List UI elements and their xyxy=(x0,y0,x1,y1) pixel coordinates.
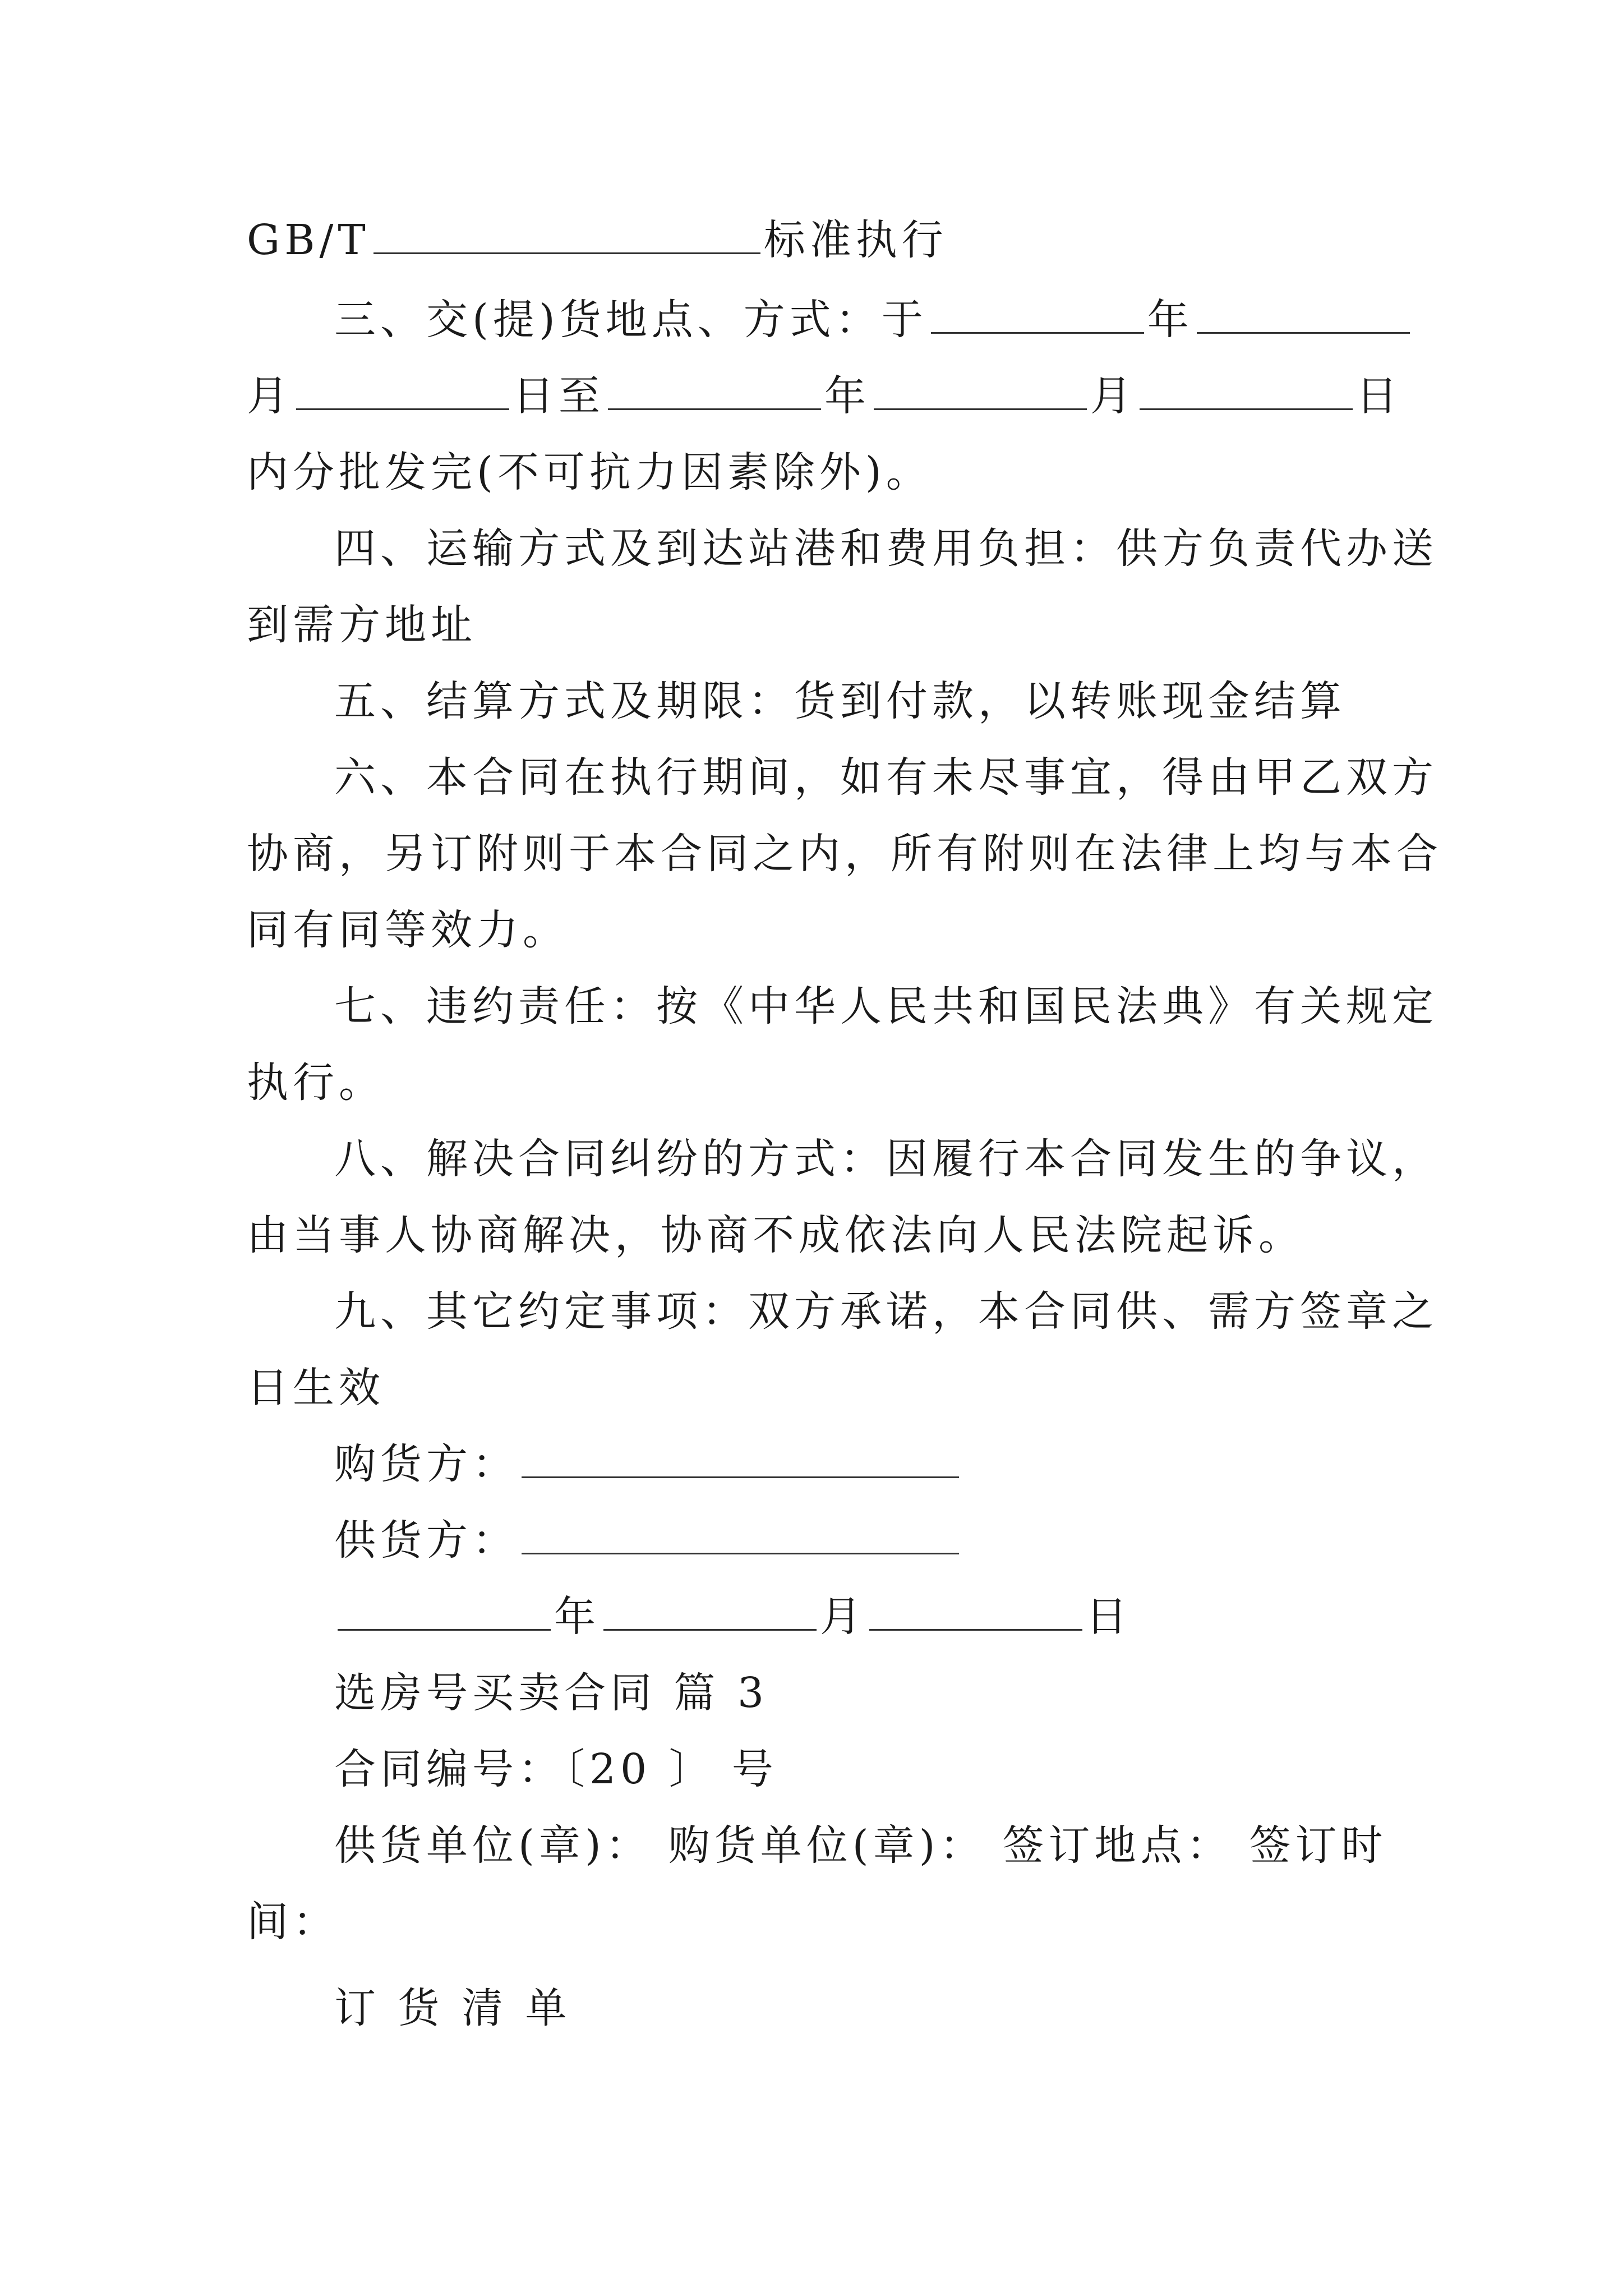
settlement-clause-line: 五、结算方式及期限：货到付款，以转账现金结算 xyxy=(334,677,1346,725)
buy-unit-label: 购货单位(章)： xyxy=(668,1821,986,1870)
year-label: 年 xyxy=(1147,296,1193,344)
month-label-2: 月 xyxy=(1090,372,1136,420)
sign-place-label: 签订地点： xyxy=(1002,1821,1233,1870)
delivery-note-line: 内分批发完(不可抗力因素除外)。 xyxy=(247,448,932,496)
transport-clause-line: 四、运输方式及到达站港和费用负担：供方负责代办送 xyxy=(334,524,1438,573)
start-day-blank[interactable] xyxy=(296,371,509,410)
sign-year-blank[interactable] xyxy=(338,1592,551,1631)
liability-clause-cont: 执行。 xyxy=(247,1059,385,1107)
month-label: 月 xyxy=(247,372,293,420)
supplement-clause-line: 六、本合同在执行期间，如有未尽事宜，得由甲乙双方 xyxy=(334,753,1438,802)
sign-day-blank[interactable] xyxy=(869,1592,1082,1631)
other-clause-cont: 日生效 xyxy=(247,1364,385,1412)
buyer-signature-blank[interactable] xyxy=(522,1439,959,1478)
delivery-date-line xyxy=(247,368,1402,424)
section-title: 选房号买卖合同 篇 3 xyxy=(334,1669,769,1717)
end-year-blank[interactable] xyxy=(608,371,821,410)
transport-clause-cont: 到需方地址 xyxy=(247,601,477,649)
supplier-signature-blank[interactable] xyxy=(522,1516,959,1554)
start-month-blank[interactable] xyxy=(1197,295,1410,334)
sign-time-label: 签订时 xyxy=(1249,1821,1387,1870)
supplement-clause-cont-2: 同有同等效力。 xyxy=(247,906,569,954)
order-list-title: 订 货 清 单 xyxy=(334,1984,571,2032)
sign-month-label: 月 xyxy=(820,1593,866,1641)
supplier-label: 供货方： xyxy=(334,1516,518,1565)
sign-month-blank[interactable] xyxy=(603,1592,817,1631)
sign-time-cont: 间： xyxy=(247,1898,339,1946)
other-clause-line: 九、其它约定事项：双方承诺，本合同供、需方签章之 xyxy=(334,1287,1438,1336)
supplier-signature-line xyxy=(334,1512,962,1568)
buyer-label: 购货方： xyxy=(334,1440,518,1488)
contract-number-line xyxy=(334,1741,778,1797)
end-month-blank[interactable] xyxy=(874,371,1087,410)
delivery-clause-text: 三、交(提)货地点、方式：于 xyxy=(334,296,928,344)
standard-line xyxy=(247,212,948,268)
standard-blank[interactable] xyxy=(374,215,760,254)
supplement-clause-cont-1: 协商，另订附则于本合同之内，所有附则在法律上均与本合 xyxy=(247,830,1442,878)
dispute-clause-line: 八、解决合同纠纷的方式：因履行本合同发生的争议， xyxy=(334,1135,1438,1183)
end-day-blank[interactable] xyxy=(1140,371,1353,410)
dispute-clause-cont: 由当事人协商解决，协商不成依法向人民法院起诉。 xyxy=(247,1211,1304,1259)
sign-day-label: 日 xyxy=(1086,1593,1132,1641)
delivery-clause-line xyxy=(334,292,1413,348)
sign-year-label: 年 xyxy=(554,1593,600,1641)
start-year-blank[interactable] xyxy=(931,295,1144,334)
year-label-2: 年 xyxy=(824,372,870,420)
buyer-signature-line xyxy=(334,1436,962,1492)
supply-unit-label: 供货单位(章)： xyxy=(334,1821,652,1870)
day-to-label: 日至 xyxy=(513,372,605,420)
liability-clause-line: 七、违约责任：按《中华人民共和国民法典》有关规定 xyxy=(334,982,1438,1030)
contract-number-prefix: 合同编号：〔20 〕 xyxy=(334,1745,715,1793)
signing-date-line xyxy=(334,1589,1132,1645)
standard-suffix: 标准执行 xyxy=(763,216,948,264)
gb-prefix: GB/T xyxy=(247,216,370,264)
day-label: 日 xyxy=(1356,372,1402,420)
contract-number-suffix: 号 xyxy=(731,1745,778,1793)
parties-line xyxy=(334,1818,1387,1874)
